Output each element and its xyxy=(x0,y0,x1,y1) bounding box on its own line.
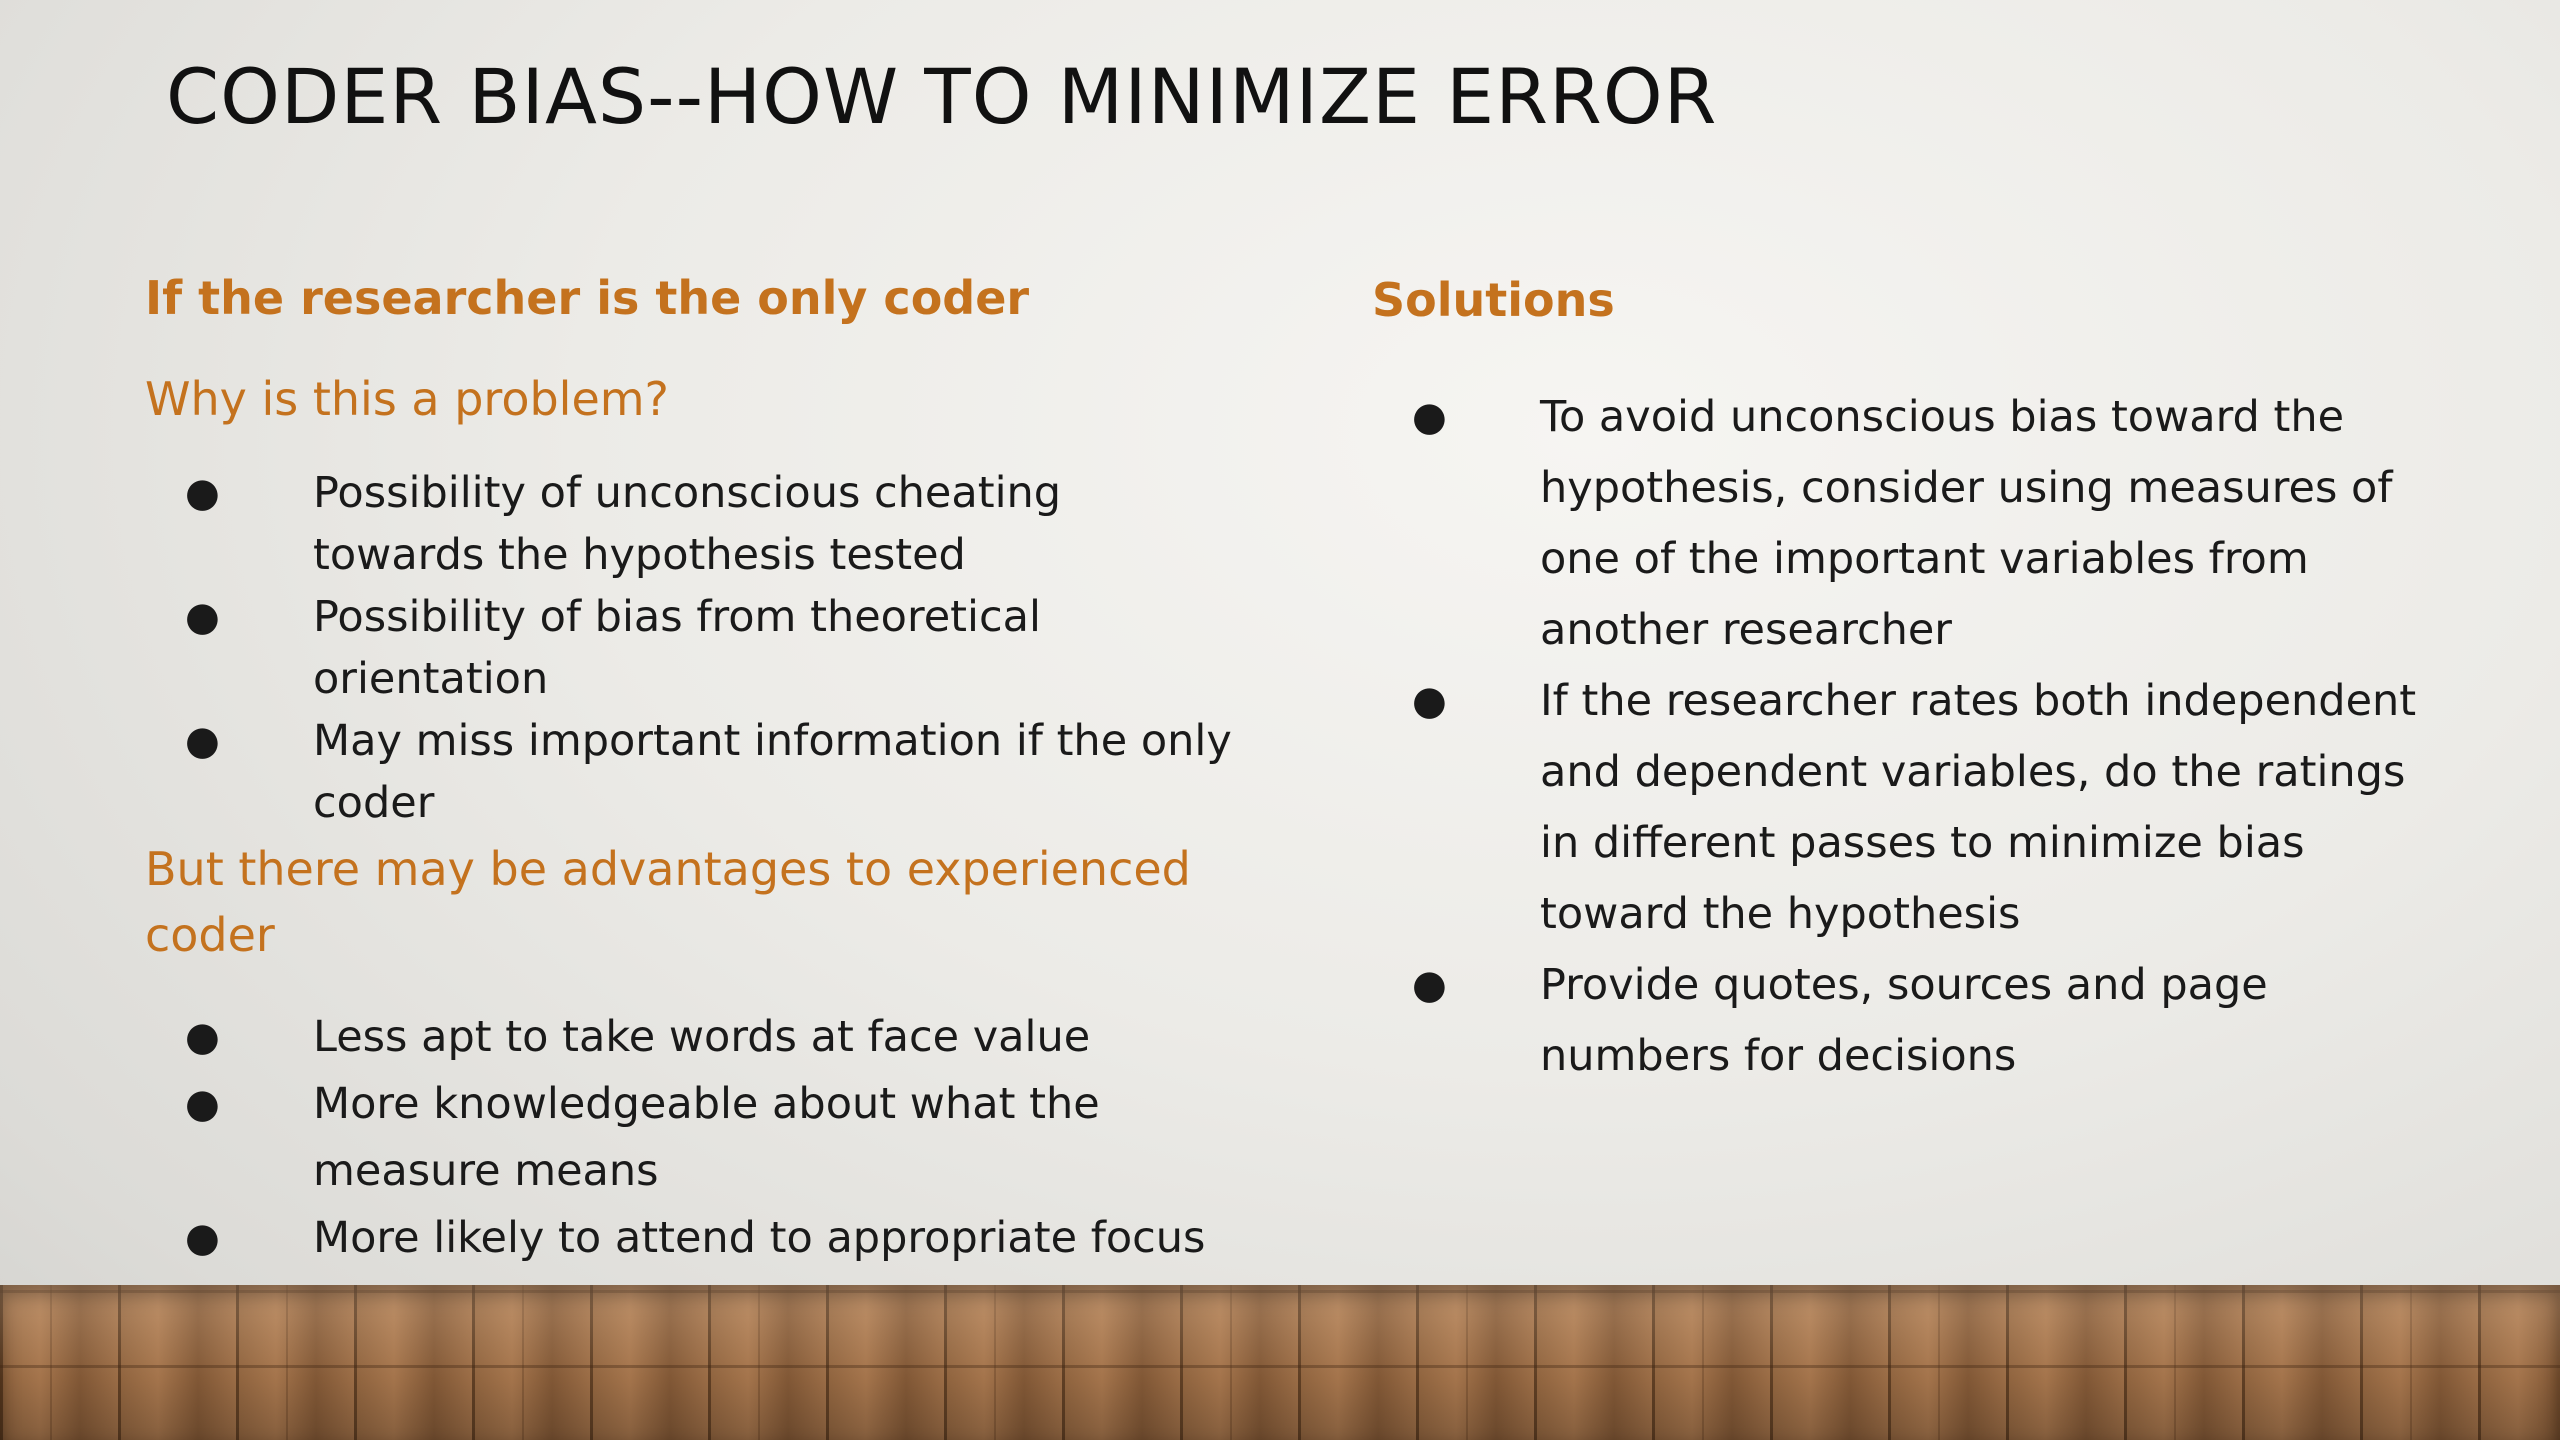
bullet-icon: ● xyxy=(185,1081,220,1127)
list-item-text: Possibility of bias from theoretical orientation xyxy=(313,592,1041,704)
bullet-icon: ● xyxy=(185,594,220,640)
left-heading: If the researcher is the only coder xyxy=(145,271,1030,325)
list-item-text: If the researcher rates both independent and dependent variables, do the ratings in different passes to minimize bias toward the hypothesis xyxy=(1540,676,2417,939)
list-item-text: More likely to attend to appropriate focus xyxy=(313,1213,1206,1263)
list-item-text: To avoid unconscious bias toward the hypothesis, consider using measures of one of the important variables from another researcher xyxy=(1540,392,2393,655)
problems-list xyxy=(145,462,1245,834)
list-item-text: More knowledgeable about what the measure means xyxy=(313,1079,1100,1196)
bullet-icon: ● xyxy=(185,1014,220,1060)
bullet-icon: ● xyxy=(185,1215,220,1261)
list-item xyxy=(1412,950,2452,1092)
problem-subheading: Why is this a problem? xyxy=(145,372,669,426)
right-column xyxy=(1372,270,2452,1092)
solutions-list xyxy=(1372,382,2452,1092)
list-item-text: Less apt to take words at face value xyxy=(313,1012,1091,1062)
bullet-icon: ● xyxy=(1412,678,1447,724)
bullet-icon: ● xyxy=(1412,962,1447,1008)
list-item xyxy=(185,710,1245,834)
list-item-text: May miss important information if the only coder xyxy=(313,716,1232,828)
solutions-heading: Solutions xyxy=(1372,273,1615,327)
list-item xyxy=(185,462,1245,586)
list-item xyxy=(1412,382,2452,666)
wood-floor xyxy=(0,1285,2560,1440)
floor-shading xyxy=(0,1285,2560,1440)
bullet-icon: ● xyxy=(1412,394,1447,440)
advantages-list xyxy=(145,1004,1245,1272)
list-item-text: Provide quotes, sources and page numbers for decisions xyxy=(1540,960,2268,1081)
list-item-text: Possibility of unconscious cheating towards the hypothesis tested xyxy=(313,468,1062,580)
bullet-icon: ● xyxy=(185,718,220,764)
list-item xyxy=(185,1205,1245,1272)
left-column xyxy=(145,268,1245,1272)
advantages-subheading: But there may be advantages to experienced coder xyxy=(145,842,1191,962)
slide-title: CODER BIAS--HOW TO MINIMIZE ERROR xyxy=(166,52,1718,141)
bullet-icon: ● xyxy=(185,470,220,516)
list-item xyxy=(185,586,1245,710)
list-item xyxy=(185,1004,1245,1071)
list-item xyxy=(185,1071,1245,1205)
list-item xyxy=(1412,666,2452,950)
